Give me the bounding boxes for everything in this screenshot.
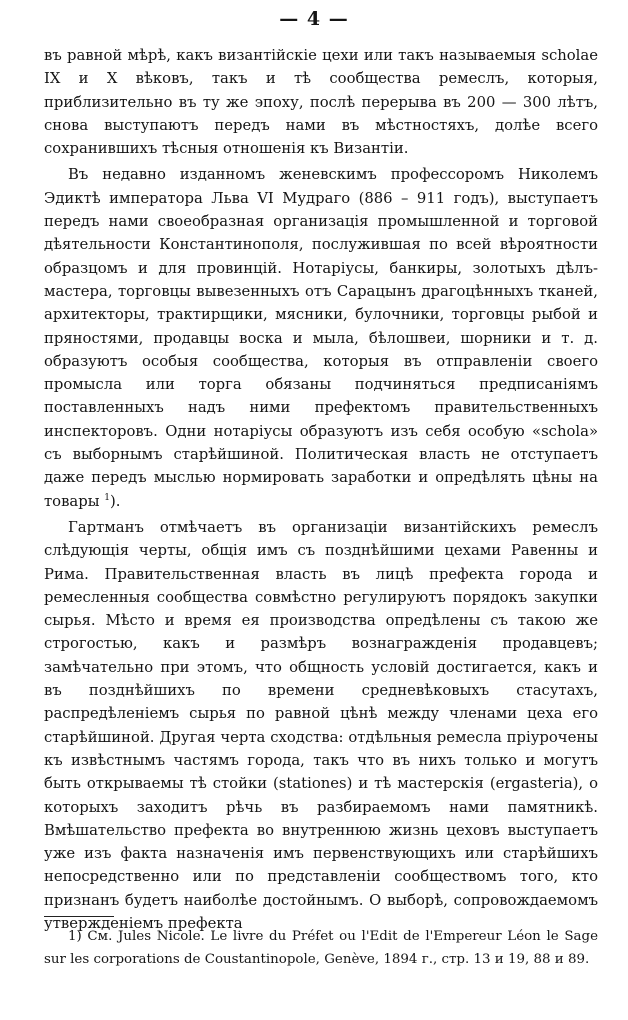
paragraph-2-text: Въ недавно изданномъ женевскимъ профессоромъ Николемъ Эдиктѣ императора Льва VI Мудраго (886 – 911 годъ), выступаетъ передъ нами своеобразная организацiя промышленной и торговой дѣятельности Константинополя, послужившая по всей вѣроятности образцомъ и для провинцiй. Нотарiусы, банкиры, золотыхъ дѣлъ-мастера, торговцы вывезенныхъ отъ Сарацынъ драгоцѣнныхъ тканей, архитекторы, трактирщики, мясники, булочники, торговцы рыбой и пряностями, продавцы воска и мыла, бѣлошвеи, шорники и т. д. образуютъ особыя сообщества, которыя въ отправленiи своего промысла или торга обязаны подчиняться предписанiямъ поставленныхъ надъ ними префектомъ правительственныхъ инспекторовъ. Одни нотарiусы образуютъ изъ себя особую «schola» съ выборнымъ старѣйшиной. Политическая власть не отступаетъ даже передъ мыслью нормировать заработки и опредѣлять цѣны на товары xyxy=(44,166,598,510)
paragraph-3: Гартманъ отмѣчаетъ въ организацiи византiйскихъ ремеслъ слѣдующiя черты, общiя имъ съ позднѣйшими цехами Равенны и Рима. Правительственная власть въ лицѣ префекта города и ремесленныя сообщества совмѣстно регулируютъ порядокъ закупки сырья. Мѣсто и время ея производства опредѣлены съ такою же строгостью, какъ и размѣръ вознагражденiя продавцевъ; замѣчательно при этомъ, что общность условiй достигается, какъ и въ позднѣйшихъ по времени средневѣковыхъ стасутахъ, распредѣленiемъ сырья по равной цѣнѣ между членами цеха его старѣйшиной. Другая черта сходства: отдѣльныя ремесла прiурочены къ извѣстнымъ частямъ города, такъ что въ нихъ только и могутъ быть открываемы тѣ стойки (stationes) и тѣ мастерскiя (ergasteria), о которыхъ заходитъ рѣчь въ разбираемомъ нами памятникѣ. Вмѣшательство префекта во внутреннюю жизнь цеховъ выступаетъ уже изъ факта назначенiя имъ первенствующихъ или старѣйшихъ непосредственно или по представленiи сообществомъ того, кто признанъ будетъ наиболѣе достойнымъ. О выборѣ, сопровождаемомъ утвержденiемъ префекта xyxy=(44,518,598,932)
footnote: 1) См. Jules Nicole. Le livre du Préfet ou l'Edit de l'Empereur Léon le Sage sur les corporations de Coustantinopole, Genève, 1894 г., стр. 13 и 19, 88 и 89. xyxy=(44,929,598,967)
footnote-reference: 1 xyxy=(104,492,110,503)
paragraph-2 xyxy=(44,163,598,512)
main-text xyxy=(44,44,598,935)
paragraph-1: въ равной мѣрѣ, какъ византiйскiе цехи или такъ называемыя scholae IX и X вѣковъ, такъ и тѣ сообщества ремеслъ, которыя, приблизительно въ ту же эпоху, послѣ перерыва въ 200 — 300 лѣтъ, снова выступаютъ передъ нами въ мѣстностяхъ, долѣе всего сохранившихъ тѣсныя отношенiя къ Византiи. xyxy=(44,47,598,158)
page-number: — 4 — xyxy=(279,8,349,30)
footnote-divider xyxy=(44,916,114,917)
paragraph-2-end: ). xyxy=(109,492,121,510)
